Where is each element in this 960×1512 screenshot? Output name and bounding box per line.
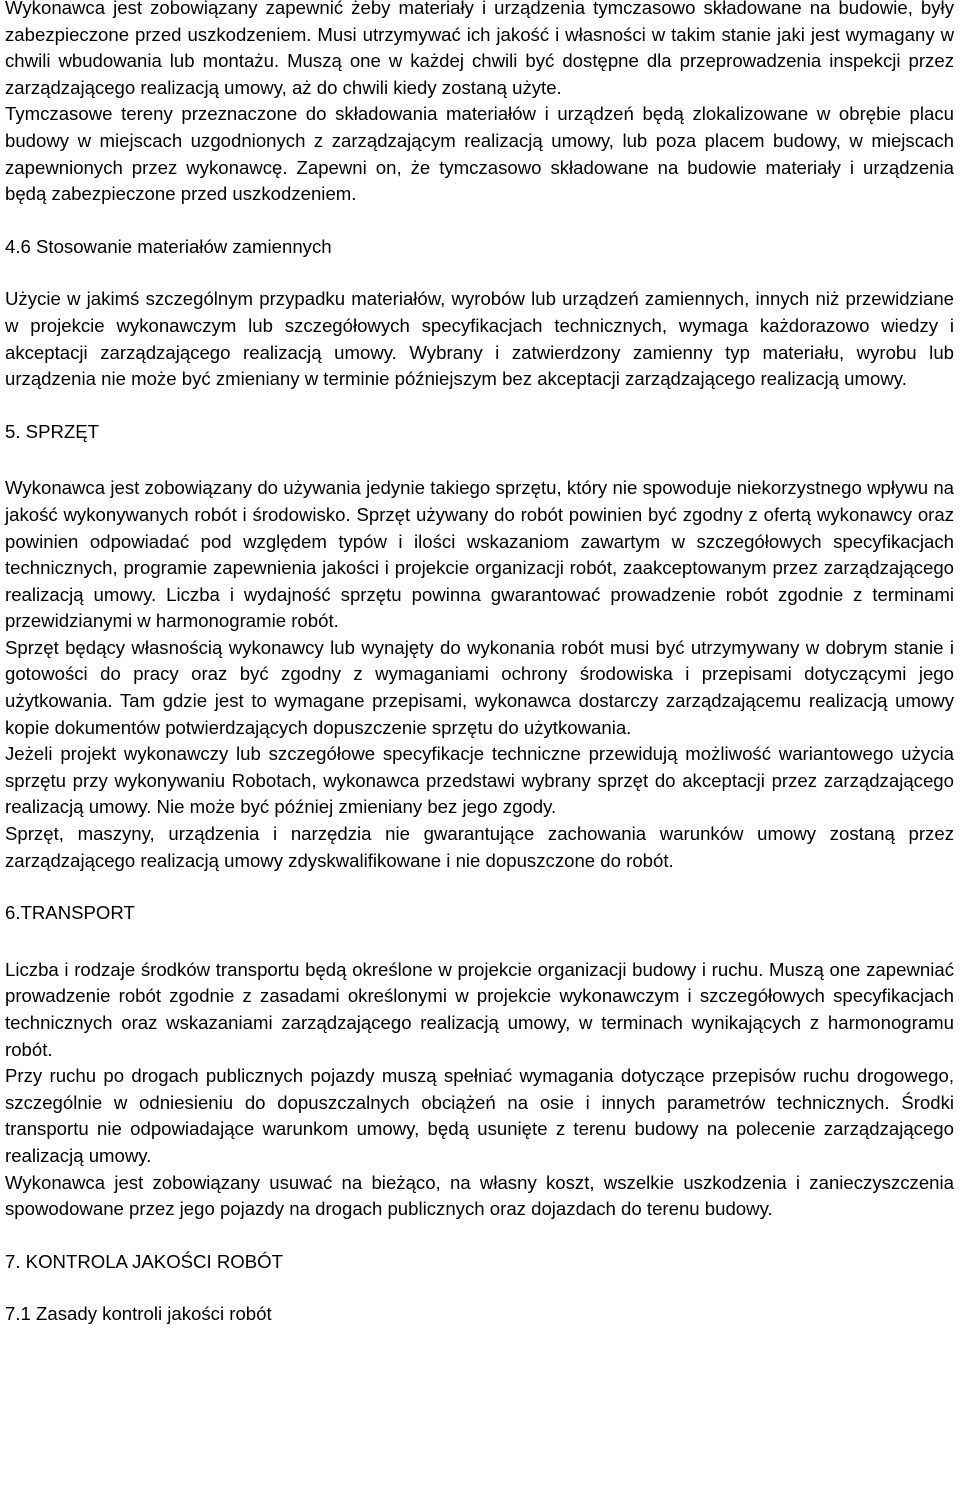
section-4-6-paragraph-1: Użycie w jakimś szczególnym przypadku materiałów, wyrobów lub urządzeń zamiennych, innych niż przewidziane w projekcie wykonawczym lub szczegółowych specyfikacjach technicznych, wymaga każdorazowo wiedzy i akceptacji zarządzającego realizacją umowy. Wybrany i zatwierdzony zamienny typ materiału, wyrobu lub urządzenia nie może być zmieniany w terminie późniejszym bez akceptacji zarządzającego realizacją umowy. [5, 288, 954, 390]
section-6-paragraph-2: Przy ruchu po drogach publicznych pojazdy muszą spełniać wymagania dotyczące przepisów ruchu drogowego, szczególnie w odniesieniu do dopuszczalnych obciążeń na osie i innych parametrów technicznych. Środki transportu nie odpowiadające warunkom umowy, będą usunięte z terenu budowy na polecenie zarządzającego realizacją umowy. [5, 1065, 954, 1166]
section-6 [5, 900, 954, 1223]
section-5-paragraph-4: Sprzęt, maszyny, urządzenia i narzędzia nie gwarantujące zachowania warunków umowy zostaną przez zarządzającego realizacją umowy zdyskwalifikowane i nie dopuszczone do robót. [5, 823, 954, 871]
spacer [5, 393, 954, 419]
spacer [5, 260, 954, 286]
section-5-paragraph-3: Jeżeli projekt wykonawczy lub szczegółowe specyfikacje techniczne przewidują możliwość wariantowego użycia sprzętu przy wykonywaniu Robotach, wykonawca przedstawi wybrany sprzęt do akceptacji przez zarządzającego realizacją umowy. Nie może być później zmieniany bez jego zgody. [5, 743, 954, 818]
section-4-6-heading: 4.6 Stosowanie materiałów zamiennych [5, 235, 332, 257]
section-5-heading: 5. SPRZĘT [5, 420, 100, 442]
spacer [5, 1223, 954, 1249]
section-7 [5, 1249, 954, 1276]
spacer [5, 874, 954, 900]
section-6-heading: 6.TRANSPORT [5, 902, 135, 924]
spacer [5, 208, 954, 234]
section-7-1 [5, 1301, 954, 1328]
section-4-6 [5, 234, 954, 393]
spacer [5, 1275, 954, 1301]
section-7-1-heading: 7.1 Zasady kontroli jakości robót [5, 1303, 272, 1325]
section-5 [5, 419, 954, 875]
section-6-paragraph-3: Wykonawca jest zobowiązany usuwać na bieżąco, na własny koszt, wszelkie uszkodzenia i zanieczyszczenia spowodowane przez jego pojazdy na drogach publicznych oraz dojazdach do terenu budowy. [5, 1171, 954, 1220]
section-7-heading: 7. KONTROLA JAKOŚCI ROBÓT [5, 1250, 283, 1272]
spacer [5, 445, 954, 475]
spacer [5, 927, 954, 957]
intro-paragraph-1: Wykonawca jest zobowiązany zapewnić żeby materiały i urządzenia tymczasowo składowane na budowie, były zabezpieczone przed uszkodzeniem. Musi utrzymywać ich jakość i własności w takim stanie jaki jest wymagany w chwili wbudowania lub montażu. Muszą one w każdej chwili być dostępne dla przeprowadzenia inspekcji przez zarządzającego realizacją umowy, aż do chwili kiedy zostaną użyte. [5, 0, 954, 98]
section-5-paragraph-1: Wykonawca jest zobowiązany do używania jedynie takiego sprzętu, który nie spowoduje niekorzystnego wpływu na jakość wykonywanych robót i środowisko. Sprzęt używany do robót powinien być zgodny z ofertą wykonawcy oraz powinien odpowiadać pod względem typów i ilości wskazaniom zawartym w szczegółowych specyfikacjach technicznych, programie zapewnienia jakości i projekcie organizacji robót, zaakceptowanym przez zarządzającego realizacją umowy. Liczba i wydajność sprzętu powinna gwarantować prowadzenie robót zgodnie z terminami przewidzianymi w harmonogramie robót. [5, 477, 954, 632]
intro-block [5, 0, 954, 208]
intro-paragraph-2: Tymczasowe tereny przeznaczone do składowania materiałów i urządzeń będą zlokalizowane w obrębie placu budowy w miejscach uzgodnionych z zarządzającym realizacją umowy, lub poza placem budowy, w miejscach zapewnionych przez wykonawcę. Zapewni on, że tymczasowo składowane na budowie materiały i urządzenia będą zabezpieczone przed uszkodzeniem. [5, 103, 954, 205]
section-5-paragraph-2: Sprzęt będący własnością wykonawcy lub wynajęty do wykonania robót musi być utrzymywany w dobrym stanie i gotowości do pracy oraz być zgodny z wymaganiami ochrony środowiska i przepisami dotyczącymi jego użytkowania. Tam gdzie jest to wymagane przepisami, wykonawca dostarczy zarządzającemu realizacją umowy kopie dokumentów potwierdzających dopuszczenie sprzętu do użytkowania. [5, 636, 954, 738]
section-6-paragraph-1: Liczba i rodzaje środków transportu będą określone w projekcie organizacji budowy i ruchu. Muszą one zapewniać prowadzenie robót zgodnie z zasadami określonymi w projekcie wykonawczym i szczegółowych specyfikacjach technicznych oraz wskazaniami zarządzającego realizacją umowy, w terminach wynikających z harmonogramu robót. [5, 958, 954, 1060]
